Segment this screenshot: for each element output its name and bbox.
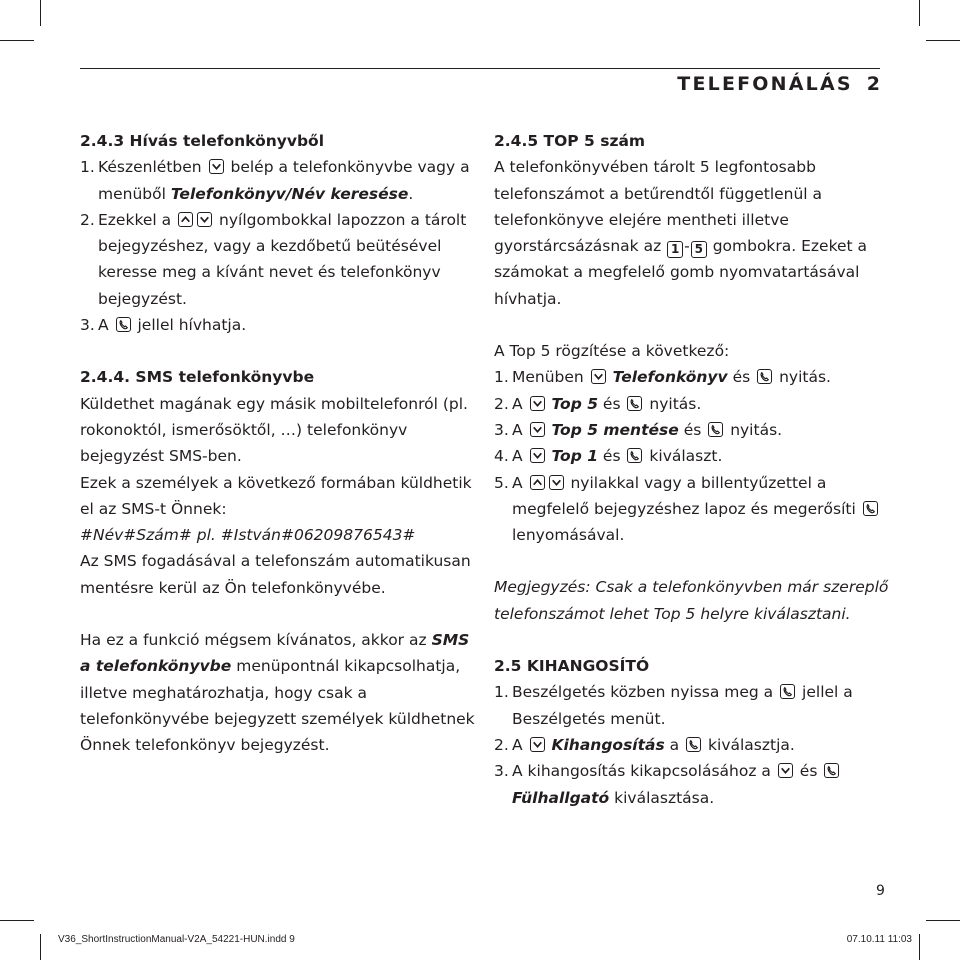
paragraph: Az SMS fogadásával a telefonszám automatikusan mentésre kerül az Ön telefonkönyvébe. (80, 552, 471, 597)
text: nyilakkal vagy a billentyűzettel a megfelelő bejegyzéshez lapoz és megerősíti (512, 473, 856, 518)
chapter-header (677, 71, 880, 97)
text: nyitás. (779, 368, 831, 387)
text: jellel a Beszélgetés menüt. (512, 683, 853, 728)
call-handset-key-icon (863, 501, 878, 516)
text: A (98, 316, 109, 335)
menu-item-name: Telefonkönyv (612, 368, 728, 387)
text: a (669, 735, 680, 754)
text: és (799, 762, 818, 781)
text: lenyomásával. (512, 526, 625, 545)
right-column (494, 128, 894, 811)
crop-mark (40, 0, 41, 26)
paragraph (494, 154, 894, 312)
chevron-down-key-icon (591, 369, 606, 384)
list-item (494, 417, 894, 443)
chevron-down-key-icon (530, 448, 545, 463)
text: A (512, 473, 523, 492)
chevron-down-key-icon (778, 763, 793, 778)
text: A telefonkönyvében tárolt 5 legfontosabb telefonszámot a betűrendtől függetlenül a telefonkönyve elejére mentheti illetve gyorstárcsázásnak az (494, 158, 823, 256)
list-item (494, 679, 894, 732)
list-item (494, 470, 894, 549)
item-number: 3. (80, 316, 95, 335)
text: és (683, 420, 702, 439)
chevron-up-key-icon (530, 475, 545, 490)
item-number: 5. (494, 473, 509, 492)
header-rule (80, 68, 880, 69)
page-number: 9 (876, 883, 885, 899)
text: A (512, 447, 523, 466)
section-heading-2-4-5: 2.4.5 TOP 5 szám (494, 132, 646, 150)
list-item (80, 312, 475, 338)
list-item (494, 391, 894, 417)
list-item (80, 207, 475, 312)
list-item (494, 732, 894, 758)
text: A (512, 394, 523, 413)
crop-mark (0, 40, 34, 41)
section-heading-2-4-4: 2.4.4. SMS telefonkönyvbe (80, 368, 315, 387)
item-number: 3. (494, 762, 509, 781)
call-handset-key-icon (708, 422, 723, 437)
call-handset-key-icon (116, 317, 131, 332)
chapter-number: 2 (866, 73, 880, 95)
menu-path: Telefonkönyv/Név keresése (170, 184, 409, 203)
item-number: 2. (494, 394, 509, 413)
chevron-down-key-icon (530, 737, 545, 752)
list-item (494, 758, 894, 811)
text: és (732, 368, 751, 387)
note: Megjegyzés: Csak a telefonkönyvben már szereplő telefonszámot lehet Top 5 helyre kiválasztani. (494, 578, 889, 623)
number-key-5-icon: 5 (691, 241, 707, 258)
chapter-title: TELEFONÁLÁS (677, 73, 853, 95)
left-column (80, 128, 475, 759)
section-heading-2-4-3: 2.4.3 Hívás telefonkönyvből (80, 132, 325, 150)
text: Ha ez a funkció mégsem kívánatos, akkor az (80, 631, 427, 650)
call-handset-key-icon (686, 737, 701, 752)
text: nyitás. (649, 394, 702, 413)
menu-item-name: SMS a telefonkönyvbe (80, 631, 470, 676)
call-handset-key-icon (780, 684, 795, 699)
text: Ezekkel a (98, 210, 172, 229)
menu-item-name: Top 5 (551, 394, 598, 413)
chevron-down-key-icon (549, 475, 564, 490)
list-item (494, 443, 894, 469)
menu-item-name: Top 1 (551, 447, 598, 466)
text: belép a telefonkönyvbe vagy a menüből (98, 158, 470, 203)
text: Menüben (512, 368, 584, 387)
text: kiválaszt. (649, 447, 723, 466)
text: kiválasztja. (708, 735, 795, 754)
chevron-down-key-icon (530, 396, 545, 411)
section-heading-2-5: 2.5 KIHANGOSÍTÓ (494, 657, 650, 676)
chevron-down-key-icon (197, 212, 212, 227)
text: - (684, 237, 690, 256)
call-handset-key-icon (757, 369, 772, 384)
text: nyílgombokkal lapozzon a tárolt bejegyzéshez, vagy a kezdőbetű beütésével keresse meg a kívánt nevet és telefonkönyv bejegyzést. (98, 210, 467, 308)
item-number: 4. (494, 447, 509, 466)
call-handset-key-icon (627, 396, 642, 411)
number-key-1-icon: 1 (667, 241, 683, 258)
item-number: 1. (494, 683, 509, 702)
item-number: 2. (80, 210, 95, 229)
menu-item-name: Kihangosítás (551, 735, 665, 754)
sms-format-example: #Név#Szám# pl. #István#06209876543# (80, 526, 416, 545)
crop-mark (926, 920, 960, 921)
text: A kihangosítás kikapcsolásához a (512, 762, 771, 781)
text: és (602, 394, 621, 413)
list-item (494, 364, 894, 390)
text: Készenlétben (98, 158, 202, 177)
text: . (408, 184, 414, 203)
text: Beszélgetés közben nyissa meg a (512, 683, 774, 702)
paragraph: Ezek a személyek a következő formában küldhetik el az SMS-t Önnek: (80, 473, 472, 518)
text: nyitás. (730, 420, 783, 439)
text: jellel hívhatja. (137, 316, 247, 335)
chevron-up-key-icon (178, 212, 193, 227)
menu-item-name: Fülhallgató (512, 788, 610, 807)
text: kiválasztása. (614, 788, 715, 807)
call-handset-key-icon (627, 448, 642, 463)
subheading: A Top 5 rögzítése a következő: (494, 342, 730, 361)
item-number: 1. (494, 368, 509, 387)
text: A (512, 735, 523, 754)
crop-mark (40, 934, 41, 960)
crop-mark (0, 920, 34, 921)
text: gombokra. Ezeket a számokat a megfelelő gomb nyomvatartásával hívhatja. (494, 237, 868, 308)
text: és (602, 447, 621, 466)
item-number: 2. (494, 735, 509, 754)
paragraph (80, 627, 475, 758)
crop-mark (926, 40, 960, 41)
paragraph: Küldethet magának egy másik mobiltelefonról (pl. rokonoktól, ismerősöktől, …) telefonkönyv bejegyzést SMS-ben. (80, 394, 468, 466)
text: menüpontnál kikapcsolhatja, illetve meghatározhatja, hogy csak a telefonkönyvébe bejegyzett személyek küldhetnek Önnek telefonkönyv bejegyzést. (80, 657, 475, 755)
crop-mark (919, 934, 920, 960)
item-number: 1. (80, 158, 95, 177)
footer-file-name: V36_ShortInstructionManual-V2A_54221-HUN.indd 9 (58, 934, 295, 945)
chevron-down-key-icon (209, 159, 224, 174)
text: A (512, 420, 523, 439)
footer-timestamp: 07.10.11 11:03 (846, 934, 912, 945)
list-item (80, 154, 475, 207)
crop-mark (919, 0, 920, 26)
item-number: 3. (494, 420, 509, 439)
chevron-down-key-icon (530, 422, 545, 437)
menu-item-name: Top 5 mentése (551, 420, 679, 439)
call-handset-key-icon (824, 763, 839, 778)
